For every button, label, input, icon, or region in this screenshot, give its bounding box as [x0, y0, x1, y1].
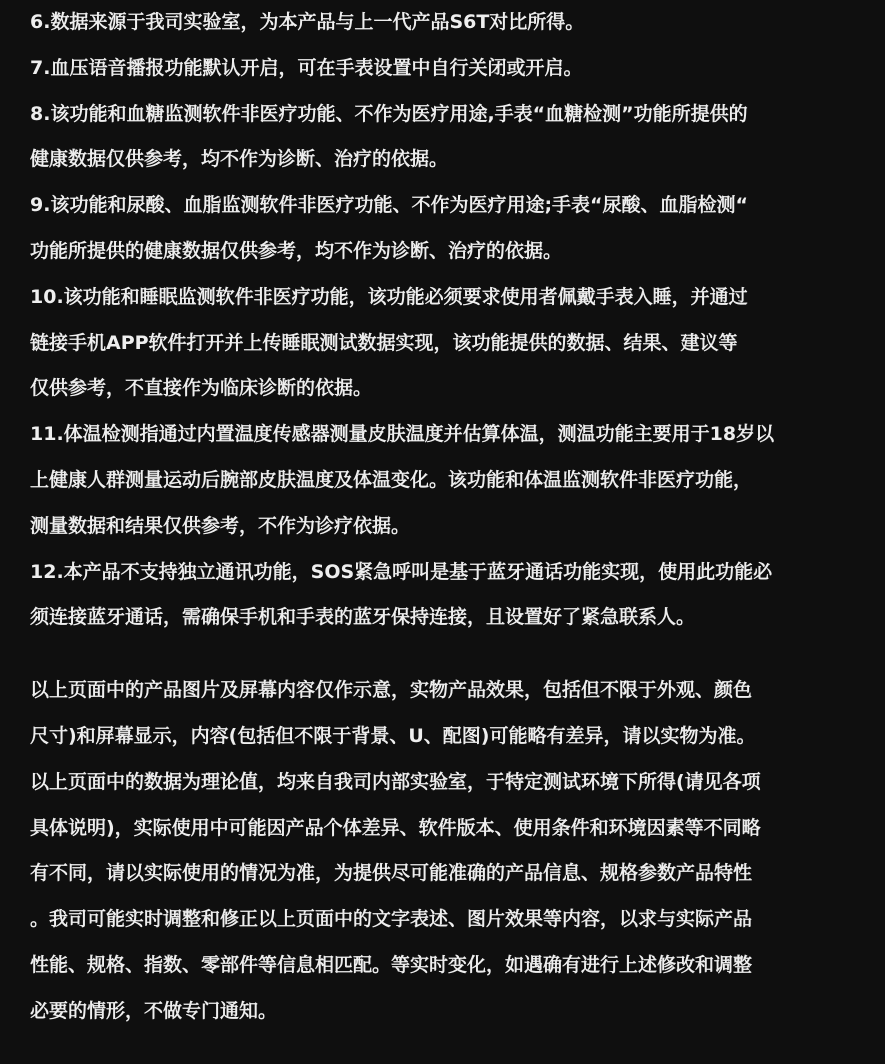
note-line: 健康数据仅供参考，均不作为诊断、治疗的依据。	[30, 148, 449, 171]
note-line: 12.本产品不支持独立通讯功能，SOS紧急呼叫是基于蓝牙通话功能实现，使用此功能必	[30, 560, 773, 583]
note-line: 仅供参考，不直接作为临床诊断的依据。	[30, 377, 373, 400]
note-line: 上健康人群测量运动后腕部皮肤温度及体温变化。该功能和体温监测软件非医疗功能，	[30, 468, 753, 491]
disclaimer-line: 以上页面中的数据为理论值，均来自我司内部实验室，于特定测试环境下所得(请见各项	[30, 770, 761, 793]
note-line: 链接手机APP软件打开并上传睡眠测试数据实现，该功能提供的数据、结果、建议等	[30, 331, 738, 354]
note-line: 6.数据来源于我司实验室，为本产品与上一代产品S6T对比所得。	[30, 11, 585, 33]
notes-section	[30, 0, 870, 1035]
note-line: 功能所提供的健康数据仅供参考，均不作为诊断、治疗的依据。	[30, 239, 563, 262]
note-line: 须连接蓝牙通话，需确保手机和手表的蓝牙保持连接，且设置好了紧急联系人。	[30, 606, 696, 629]
disclaimer-line: 。我司可能实时调整和修正以上页面中的文字表述、图片效果等内容，以求与实际产品	[30, 908, 753, 931]
disclaimer-line: 有不同，请以实际使用的情况为准，为提供尽可能准确的产品信息、规格参数产品特性	[30, 862, 753, 885]
note-line: 9.该功能和尿酸、血脂监测软件非医疗功能、不作为医疗用途;手表“尿酸、血脂检测“	[30, 194, 749, 217]
disclaimer-line: 以上页面中的产品图片及屏幕内容仅作示意，实物产品效果，包括但不限于外观、颜色	[30, 679, 753, 702]
disclaimer-line: 性能、规格、指数、零部件等信息相匹配。等实时变化，如遇确有进行上述修改和调整	[30, 953, 753, 976]
note-line: 7.血压语音播报功能默认开启，可在手表设置中自行关闭或开启。	[30, 56, 583, 79]
note-line: 8.该功能和血糖监测软件非医疗功能、不作为医疗用途,手表“血糖检测”功能所提供的	[30, 102, 748, 125]
note-line: 测量数据和结果仅供参考，不作为诊疗依据。	[30, 514, 411, 537]
section-gap	[30, 641, 870, 668]
disclaimer-line: 尺寸)和屏幕显示，内容(包括但不限于背景、U、配图)可能略有差异，请以实物为准。	[30, 724, 756, 747]
note-line: 10.该功能和睡眠监测软件非医疗功能，该功能必须要求使用者佩戴手表入睡，并通过	[30, 285, 748, 308]
disclaimer-line: 具体说明)，实际使用中可能因产品个体差异、软件版本、使用条件和环境因素等不同略	[30, 816, 761, 839]
disclaimer-line: 必要的情形，不做专门通知。	[30, 999, 278, 1022]
note-line: 11.体温检测指通过内置温度传感器测量皮肤温度并估算体温，测温功能主要用于18岁以	[30, 423, 775, 446]
